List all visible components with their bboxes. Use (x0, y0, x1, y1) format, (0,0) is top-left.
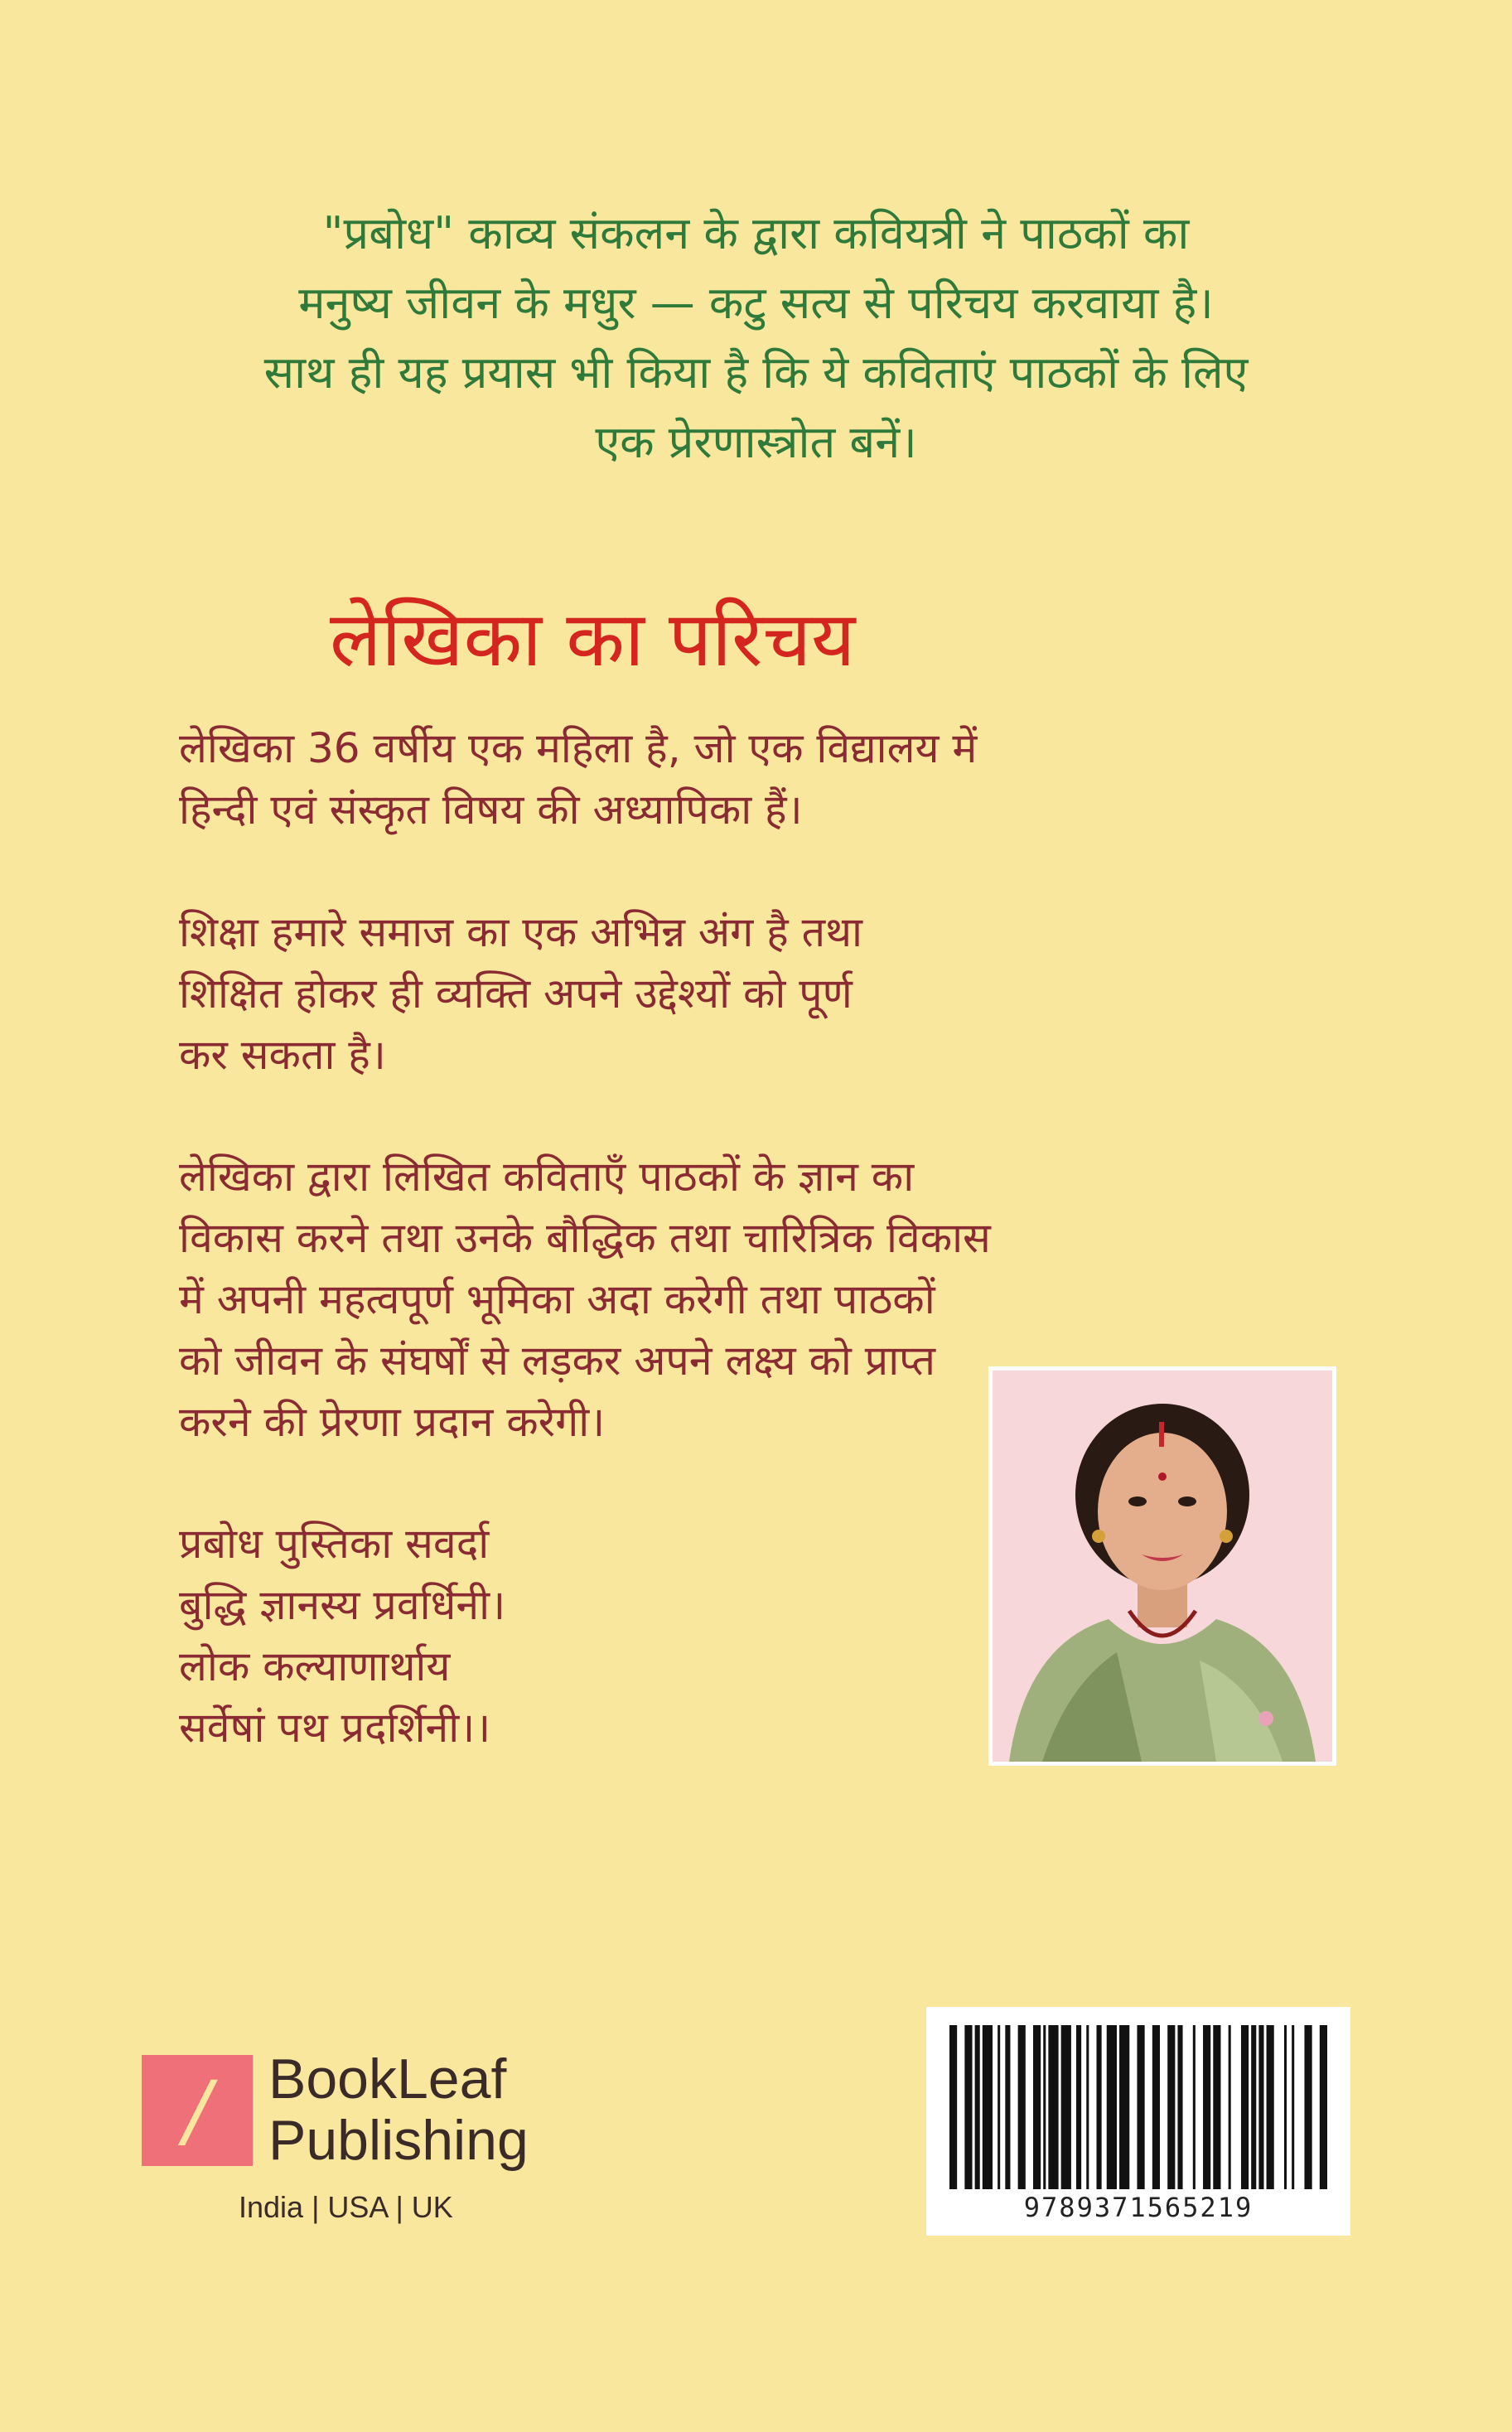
bio-paragraph-2 (179, 902, 1198, 1085)
publisher-name-line1: BookLeaf (268, 2048, 507, 2110)
barcode-bar (1107, 2025, 1117, 2189)
barcode-bar (1086, 2025, 1089, 2189)
bio-line: लेखिका 36 वर्षीय एक महिला है, जो एक विद्यालय में (179, 724, 978, 772)
barcode-bar (1152, 2025, 1160, 2189)
verse-line: प्रबोध पुस्तिका सवर्दा (179, 1520, 490, 1568)
barcode-bar (998, 2025, 1000, 2189)
barcode-bar (1076, 2025, 1081, 2189)
isbn-barcode (926, 2007, 1350, 2236)
barcode-bar (983, 2025, 993, 2189)
barcode-bar (1267, 2025, 1274, 2189)
bio-line: में अपनी महत्वपूर्ण भूमिका अदा करेगी तथा पाठकों (179, 1275, 935, 1323)
barcode-bar (1119, 2025, 1129, 2189)
barcode-bar (1137, 2025, 1144, 2189)
bio-line: विकास करने तथा उनके बौद्धिक तथा चारित्रिक विकास (179, 1214, 991, 1262)
barcode-bar (1284, 2025, 1287, 2189)
barcode-bar (1213, 2025, 1220, 2189)
barcode-bar (1033, 2025, 1041, 2189)
barcode-bar (1097, 2025, 1102, 2189)
barcode-bar (1229, 2025, 1231, 2189)
barcode-bar (1292, 2025, 1294, 2189)
blurb-line: साथ ही यह प्रयास भी किया है कि ये कविताएं पाठकों के लिए (263, 346, 1249, 399)
blurb-line: एक प्रेरणास्त्रोत बनें। (595, 416, 917, 468)
barcode-bar (1258, 2025, 1263, 2189)
blurb-line: "प्रबोध" काव्य संकलन के द्वारा कवियत्री ने पाठकों का (322, 207, 1190, 259)
publisher-name (268, 2048, 529, 2171)
barcode-bar (1193, 2025, 1196, 2189)
barcode-bar (1320, 2025, 1327, 2189)
bio-paragraph-1 (179, 718, 1198, 840)
barcode-bar (1005, 2025, 1010, 2189)
author-photo-frame (988, 1366, 1336, 1766)
bio-line: करने की प्रेरणा प्रदान करेगी। (179, 1398, 606, 1446)
verse-line: लोक कल्याणार्थाय (179, 1642, 451, 1690)
author-photo (993, 1371, 1332, 1762)
publisher-regions: India | USA | UK (239, 2190, 453, 2224)
barcode-bar (1018, 2025, 1026, 2189)
verse-line: बुद्धि ज्ञानस्य प्रवर्धिनी। (179, 1581, 506, 1629)
bio-line: शिक्षित होकर ही व्यक्ति अपने उद्देश्यों को पूर्ण (179, 969, 853, 1018)
bio-line: लेखिका द्वारा लिखित कविताएँ पाठकों के ज्ञान का (179, 1153, 915, 1201)
bio-line: को जीवन के संघर्षों से लड़कर अपने लक्ष्य को प्राप्त (179, 1337, 936, 1385)
barcode-bar (949, 2025, 957, 2189)
barcode-bar (1061, 2025, 1071, 2189)
barcode-bar (1048, 2025, 1058, 2189)
barcode-bars (949, 2025, 1327, 2189)
bio-line: हिन्दी एवं संस्कृत विषय की अध्यापिका हैं। (179, 786, 803, 834)
verse-line: सर्वेषां पथ प्रदर्शिनी।। (179, 1704, 491, 1752)
publisher-logo-mark (142, 2055, 253, 2166)
cover-blurb (99, 199, 1413, 477)
barcode-bar (1177, 2025, 1182, 2189)
barcode-bar (1203, 2025, 1210, 2189)
blurb-line: मनुष्य जीवन के मधुर — कटु सत्य से परिचय करवाया है। (298, 277, 1214, 329)
bio-line: कर सकता है। (179, 1031, 386, 1079)
publisher-name-line2: Publishing (268, 2109, 529, 2172)
barcode-bar (1304, 2025, 1312, 2189)
barcode-bar (1043, 2025, 1046, 2189)
isbn-number: 9789371565219 (1023, 2192, 1254, 2223)
barcode-bar (1241, 2025, 1249, 2189)
barcode-bar (1167, 2025, 1175, 2189)
barcode-bar (975, 2025, 980, 2189)
barcode-bar (1251, 2025, 1256, 2189)
barcode-bar (964, 2025, 972, 2189)
author-intro-heading: लेखिका का परिचय (330, 595, 856, 684)
bio-line: शिक्षा हमारे समाज का एक अभिन्न अंग है तथा (179, 908, 862, 956)
logo-slash-glyph: / (183, 2064, 211, 2157)
